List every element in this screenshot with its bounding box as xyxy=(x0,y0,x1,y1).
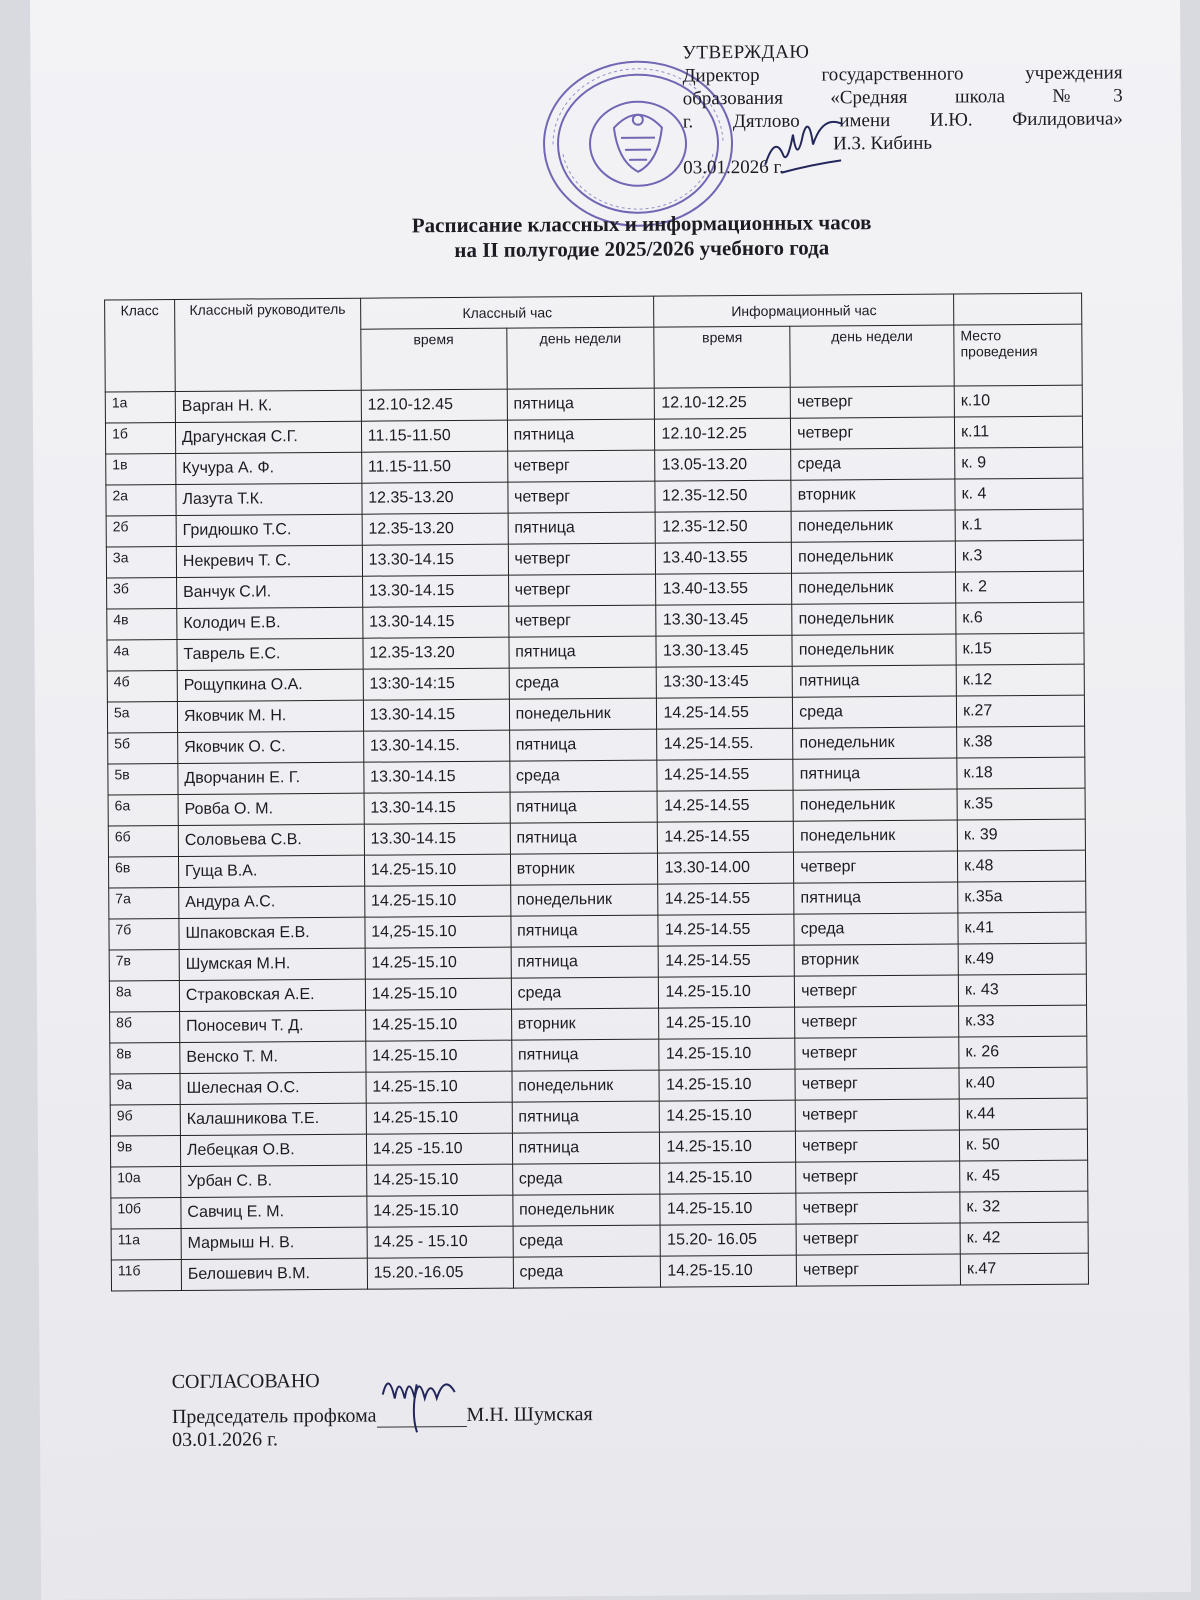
cell-class: 5а xyxy=(107,701,177,732)
cell-class-hour-day: понедельник xyxy=(512,1070,660,1102)
cell-class: 10а xyxy=(111,1166,181,1197)
cell-info-hour-time: 14.25-15.10 xyxy=(660,1162,796,1194)
cell-class: 9а xyxy=(110,1073,180,1104)
cell-info-hour-time: 13:30-13:45 xyxy=(657,666,793,698)
cell-class-hour-day: понедельник xyxy=(512,1194,660,1226)
cell-class: 3б xyxy=(107,577,177,608)
cell-info-hour-time: 14.25-14.55 xyxy=(658,914,794,946)
cell-info-hour-day: понедельник xyxy=(793,727,957,759)
cell-teacher: Гридюшко Т.С. xyxy=(176,514,362,546)
agreed-title: СОГЛАСОВАНО xyxy=(171,1370,320,1394)
cell-class: 5в xyxy=(108,763,178,794)
cell-class-hour-time: 12.10-12.45 xyxy=(361,389,507,421)
cell-info-hour-day: понедельник xyxy=(792,634,956,666)
cell-class-hour-time: 12.35-13.20 xyxy=(362,513,508,545)
approval-block xyxy=(682,38,1123,179)
cell-class: 7в xyxy=(109,949,179,980)
cell-teacher: Некревич Т. С. xyxy=(176,545,362,577)
cell-info-hour-day: четверг xyxy=(796,1161,960,1193)
cell-class-hour-time: 14.25-15.10 xyxy=(365,978,511,1010)
cell-teacher: Андура А.С. xyxy=(179,886,365,918)
title-line-2: на II полугодие 2025/2026 учебного года xyxy=(454,235,830,263)
cell-info-hour-time: 15.20- 16.05 xyxy=(661,1224,797,1256)
cell-class-hour-day: пятница xyxy=(510,822,658,854)
cell-info-hour-day: среда xyxy=(794,913,958,945)
cell-place: к.48 xyxy=(958,850,1086,882)
cell-class-hour-day: пятница xyxy=(511,1039,659,1071)
cell-class-hour-time: 14.25-15.10 xyxy=(364,885,510,917)
cell-teacher: Ровба О. М. xyxy=(178,793,364,825)
cell-info-hour-day: вторник xyxy=(794,944,958,976)
cell-info-hour-time: 14.25-14.55 xyxy=(659,945,795,977)
cell-info-hour-time: 13.30-13.45 xyxy=(656,635,792,667)
cell-class-hour-time: 12.35-13.20 xyxy=(362,482,508,514)
cell-place: к.38 xyxy=(957,726,1085,758)
cell-place: к. 9 xyxy=(955,447,1083,479)
agreed-name: М.Н. Шумская xyxy=(466,1403,593,1426)
cell-class: 6а xyxy=(108,794,178,825)
cell-class: 5б xyxy=(108,732,178,763)
cell-place: к. 42 xyxy=(960,1222,1088,1254)
cell-class: 11б xyxy=(111,1259,181,1290)
cell-class-hour-time: 14.25-15.10 xyxy=(365,1009,511,1041)
cell-info-hour-day: вторник xyxy=(791,479,955,511)
cell-info-hour-time: 13.30-13.45 xyxy=(656,604,792,636)
cell-info-hour-day: четверг xyxy=(791,417,955,449)
cell-info-hour-time: 14.25-14.55. xyxy=(657,728,793,760)
cell-class-hour-time: 14.25-15.10 xyxy=(366,1071,512,1103)
cell-info-hour-day: четверг xyxy=(796,1130,960,1162)
cell-info-hour-day: понедельник xyxy=(793,820,957,852)
cell-class-hour-day: пятница xyxy=(509,729,657,761)
cell-info-hour-day: среда xyxy=(791,448,955,480)
cell-teacher: Яковчик М. Н. xyxy=(177,700,363,732)
approval-signer: И.З. Кибинь xyxy=(832,132,933,155)
cell-info-hour-day: понедельник xyxy=(793,789,957,821)
cell-class-hour-time: 11.15-11.50 xyxy=(361,420,507,452)
header-info-hour: Информационный час xyxy=(654,294,954,327)
cell-class: 4в xyxy=(107,608,177,639)
title-line-1: Расписание классных и информационных часов xyxy=(411,210,872,238)
cell-teacher: Шумская М.Н. xyxy=(179,948,365,980)
cell-place: к.35 xyxy=(957,788,1085,820)
cell-info-hour-time: 14.25-15.10 xyxy=(659,976,795,1008)
cell-class: 9б xyxy=(110,1104,180,1135)
cell-teacher: Таврель Е.С. xyxy=(177,638,363,670)
header-class: Класс xyxy=(105,299,176,391)
cell-class-hour-day: среда xyxy=(509,760,657,792)
header-ch-time: время xyxy=(361,328,507,390)
cell-info-hour-time: 12.35-12.50 xyxy=(656,511,792,543)
cell-place: к.12 xyxy=(956,664,1084,696)
cell-info-hour-time: 14.25-14.55 xyxy=(658,883,794,915)
cell-class: 4а xyxy=(107,639,177,670)
cell-class: 8а xyxy=(109,980,179,1011)
cell-class: 3а xyxy=(106,546,176,577)
cell-info-hour-day: четверг xyxy=(794,851,958,883)
cell-class-hour-time: 14.25-15.10 xyxy=(366,1164,512,1196)
cell-place: к.40 xyxy=(959,1067,1087,1099)
cell-info-hour-time: 14.25-15.10 xyxy=(659,1069,795,1101)
cell-class-hour-time: 15.20.-16.05 xyxy=(367,1257,513,1289)
agreed-date: 03.01.2026 г. xyxy=(171,1428,279,1452)
cell-teacher: Лазута Т.К. xyxy=(176,483,362,515)
cell-place: к.47 xyxy=(960,1253,1088,1285)
cell-place: к.18 xyxy=(957,757,1085,789)
cell-place: к.11 xyxy=(954,416,1082,448)
schedule-body xyxy=(105,385,1088,1291)
cell-place: к.27 xyxy=(956,695,1084,727)
cell-class: 1б xyxy=(105,422,175,453)
cell-place: к. 32 xyxy=(960,1191,1088,1223)
cell-teacher: Шпаковская Е.В. xyxy=(179,917,365,949)
cell-class-hour-day: вторник xyxy=(511,1008,659,1040)
cell-info-hour-time: 14.25-15.10 xyxy=(661,1255,797,1287)
cell-class: 6б xyxy=(108,825,178,856)
cell-teacher: Поносевич Т. Д. xyxy=(180,1010,366,1042)
cell-class-hour-time: 14.25-15.10 xyxy=(367,1195,513,1227)
cell-info-hour-time: 14.25-15.10 xyxy=(659,1038,795,1070)
cell-class-hour-day: среда xyxy=(513,1256,661,1288)
cell-info-hour-time: 12.10-12.25 xyxy=(655,418,791,450)
approval-title: УТВЕРЖДАЮ xyxy=(682,41,810,64)
approval-date: 03.01.2026 г. xyxy=(683,156,784,179)
cell-info-hour-day: пятница xyxy=(792,665,956,697)
cell-info-hour-time: 14.25-14.55 xyxy=(657,759,793,791)
cell-class: 1а xyxy=(105,391,175,422)
cell-class: 8б xyxy=(110,1011,180,1042)
cell-class: 7б xyxy=(109,918,179,949)
cell-class-hour-time: 13.30-14.15 xyxy=(364,792,510,824)
header-place: Место проведения xyxy=(954,324,1082,386)
cell-info-hour-day: четверг xyxy=(795,1006,959,1038)
cell-info-hour-day: понедельник xyxy=(792,603,956,635)
cell-teacher: Кучура А. Ф. xyxy=(176,452,362,484)
cell-info-hour-time: 13.30-14.00 xyxy=(658,852,794,884)
cell-class-hour-time: 13.30-14.15 xyxy=(363,699,509,731)
cell-class-hour-day: четверг xyxy=(507,481,655,513)
cell-info-hour-time: 13.40-13.55 xyxy=(656,573,792,605)
header-teacher: Классный руководитель xyxy=(175,298,361,391)
cell-class-hour-time: 12.35-13.20 xyxy=(363,637,509,669)
cell-info-hour-day: четверг xyxy=(795,1068,959,1100)
table-row xyxy=(111,1253,1088,1291)
header-ih-time: время xyxy=(654,326,790,388)
cell-info-hour-time: 14.25-15.10 xyxy=(659,1007,795,1039)
cell-class-hour-day: пятница xyxy=(511,915,659,947)
cell-class-hour-time: 13.30-14.15. xyxy=(363,730,509,762)
cell-place: к. 4 xyxy=(955,478,1083,510)
cell-teacher: Ванчук С.И. xyxy=(176,576,362,608)
cell-place: к.10 xyxy=(954,385,1082,417)
cell-class-hour-day: понедельник xyxy=(509,698,657,730)
cell-class-hour-day: пятница xyxy=(511,946,659,978)
cell-class-hour-time: 14,25-15.10 xyxy=(365,916,511,948)
cell-info-hour-day: понедельник xyxy=(792,572,956,604)
cell-class: 7а xyxy=(109,887,179,918)
cell-info-hour-time: 14.25-14.55 xyxy=(658,790,794,822)
agreed-block xyxy=(172,1367,773,1452)
cell-class: 2б xyxy=(106,515,176,546)
cell-info-hour-day: четверг xyxy=(790,386,954,418)
cell-class-hour-day: среда xyxy=(513,1225,661,1257)
cell-class-hour-day: пятница xyxy=(507,419,655,451)
cell-teacher: Рощупкина О.А. xyxy=(177,669,363,701)
agreed-role-line xyxy=(172,1390,772,1429)
header-class-hour: Классный час xyxy=(360,296,654,329)
cell-class-hour-time: 14.25-15.10 xyxy=(365,1040,511,1072)
cell-class: 9в xyxy=(110,1135,180,1166)
cell-info-hour-day: четверг xyxy=(796,1223,960,1255)
cell-teacher: Савчиц Е. М. xyxy=(181,1196,367,1228)
cell-place: к. 2 xyxy=(956,571,1084,603)
cell-place: к. 26 xyxy=(959,1036,1087,1068)
cell-teacher: Соловьева С.В. xyxy=(178,824,364,856)
cell-class-hour-day: понедельник xyxy=(510,884,658,916)
cell-info-hour-day: среда xyxy=(793,696,957,728)
cell-class-hour-time: 13.30-14.15 xyxy=(364,761,510,793)
cell-place: к.33 xyxy=(959,1005,1087,1037)
cell-info-hour-day: понедельник xyxy=(792,541,956,573)
cell-info-hour-day: четверг xyxy=(797,1254,961,1286)
cell-info-hour-time: 14.25-15.10 xyxy=(660,1131,796,1163)
cell-class-hour-day: среда xyxy=(509,667,657,699)
cell-teacher: Яковчик О. С. xyxy=(178,731,364,763)
cell-info-hour-time: 13.05-13.20 xyxy=(655,449,791,481)
cell-class-hour-time: 11.15-11.50 xyxy=(361,451,507,483)
cell-class-hour-day: среда xyxy=(511,977,659,1009)
cell-class-hour-time: 14.25 -15.10 xyxy=(366,1133,512,1165)
cell-class: 1в xyxy=(106,453,176,484)
cell-info-hour-day: понедельник xyxy=(791,510,955,542)
cell-class: 8в xyxy=(110,1042,180,1073)
cell-teacher: Лебецкая О.В. xyxy=(180,1134,366,1166)
cell-class: 4б xyxy=(107,670,177,701)
cell-class-hour-time: 14.25 - 15.10 xyxy=(367,1226,513,1258)
cell-teacher: Белошевич В.М. xyxy=(181,1258,367,1290)
cell-class-hour-day: вторник xyxy=(510,853,658,885)
cell-place: к. 45 xyxy=(960,1160,1088,1192)
approval-line-2: образования «Средняя школа №3 xyxy=(682,85,1123,110)
cell-place: к. 50 xyxy=(959,1129,1087,1161)
cell-class-hour-time: 14.25-15.10 xyxy=(364,854,510,886)
cell-class-hour-time: 14.25-15.10 xyxy=(365,947,511,979)
cell-place: к.6 xyxy=(956,602,1084,634)
cell-teacher: Колодич Е.В. xyxy=(177,607,363,639)
cell-teacher: Гуща В.А. xyxy=(178,855,364,887)
cell-class: 10б xyxy=(111,1197,181,1228)
cell-place: к. 43 xyxy=(958,974,1086,1006)
cell-info-hour-time: 13.40-13.55 xyxy=(656,542,792,574)
cell-class-hour-day: четверг xyxy=(507,450,655,482)
cell-class-hour-time: 13.30-14.15 xyxy=(362,575,508,607)
cell-class-hour-time: 13.30-14.15 xyxy=(362,544,508,576)
cell-class: 11а xyxy=(111,1228,181,1259)
cell-place: к.44 xyxy=(959,1098,1087,1130)
cell-class-hour-day: четверг xyxy=(508,605,656,637)
cell-teacher: Венско Т. М. xyxy=(180,1041,366,1073)
agreed-role: Председатель профкома xyxy=(171,1404,377,1429)
cell-place: к. 39 xyxy=(957,819,1085,851)
cell-class-hour-day: пятница xyxy=(509,636,657,668)
cell-place: к.15 xyxy=(956,633,1084,665)
cell-teacher: Калашникова Т.Е. xyxy=(180,1103,366,1135)
cell-class-hour-time: 13.30-14.15 xyxy=(364,823,510,855)
cell-teacher: Варган Н. К. xyxy=(175,390,361,422)
cell-class-hour-time: 14.25-15.10 xyxy=(366,1102,512,1134)
cell-class-hour-day: пятница xyxy=(512,1132,660,1164)
cell-info-hour-time: 12.10-12.25 xyxy=(655,387,791,419)
cell-teacher: Страковская А.Е. xyxy=(179,979,365,1011)
cell-class-hour-time: 13:30-14:15 xyxy=(363,668,509,700)
cell-class-hour-day: пятница xyxy=(508,512,656,544)
cell-info-hour-day: пятница xyxy=(793,758,957,790)
header-ch-day: день недели xyxy=(506,327,654,389)
cell-teacher: Дворчанин Е. Г. xyxy=(178,762,364,794)
director-signature-icon xyxy=(761,112,851,183)
cell-info-hour-time: 14.25-15.10 xyxy=(660,1100,796,1132)
cell-info-hour-day: пятница xyxy=(794,882,958,914)
approval-line-3: г. Дятлово имени И.Ю. Филидовича» xyxy=(682,108,1123,133)
cell-class-hour-day: пятница xyxy=(507,388,655,420)
cell-place: к.1 xyxy=(955,509,1083,541)
header-ih-day: день недели xyxy=(790,325,954,387)
cell-class-hour-day: пятница xyxy=(510,791,658,823)
document-sheet xyxy=(30,0,1191,1600)
cell-place: к.3 xyxy=(955,540,1083,572)
schedule-table xyxy=(104,293,1089,1292)
cell-teacher: Драгунская С.Г. xyxy=(175,421,361,453)
document-title xyxy=(312,209,972,264)
cell-info-hour-day: четверг xyxy=(796,1192,960,1224)
cell-info-hour-time: 14.25-14.55 xyxy=(658,821,794,853)
cell-info-hour-time: 14.25-15.10 xyxy=(660,1193,796,1225)
header-empty xyxy=(954,293,1082,325)
cell-teacher: Урбан С. В. xyxy=(181,1165,367,1197)
cell-class-hour-day: среда xyxy=(512,1163,660,1195)
approval-line-1: Директор государственного учреждения xyxy=(682,62,1123,87)
cell-info-hour-day: четверг xyxy=(795,1037,959,1069)
cell-info-hour-time: 14.25-14.55 xyxy=(657,697,793,729)
cell-info-hour-day: четверг xyxy=(795,1099,959,1131)
cell-place: к.49 xyxy=(958,943,1086,975)
cell-teacher: Мармыш Н. В. xyxy=(181,1227,367,1259)
cell-class-hour-day: четверг xyxy=(508,543,656,575)
cell-info-hour-day: четверг xyxy=(795,975,959,1007)
cell-class-hour-time: 13.30-14.15 xyxy=(362,606,508,638)
cell-class-hour-day: пятница xyxy=(512,1101,660,1133)
cell-info-hour-time: 12.35-12.50 xyxy=(655,480,791,512)
cell-class-hour-day: четверг xyxy=(508,574,656,606)
cell-class: 2а xyxy=(106,484,176,515)
cell-teacher: Шелесная О.С. xyxy=(180,1072,366,1104)
cell-class: 6в xyxy=(108,856,178,887)
cell-place: к.35а xyxy=(958,881,1086,913)
cell-place: к.41 xyxy=(958,912,1086,944)
profcom-signature-icon xyxy=(376,1392,466,1428)
